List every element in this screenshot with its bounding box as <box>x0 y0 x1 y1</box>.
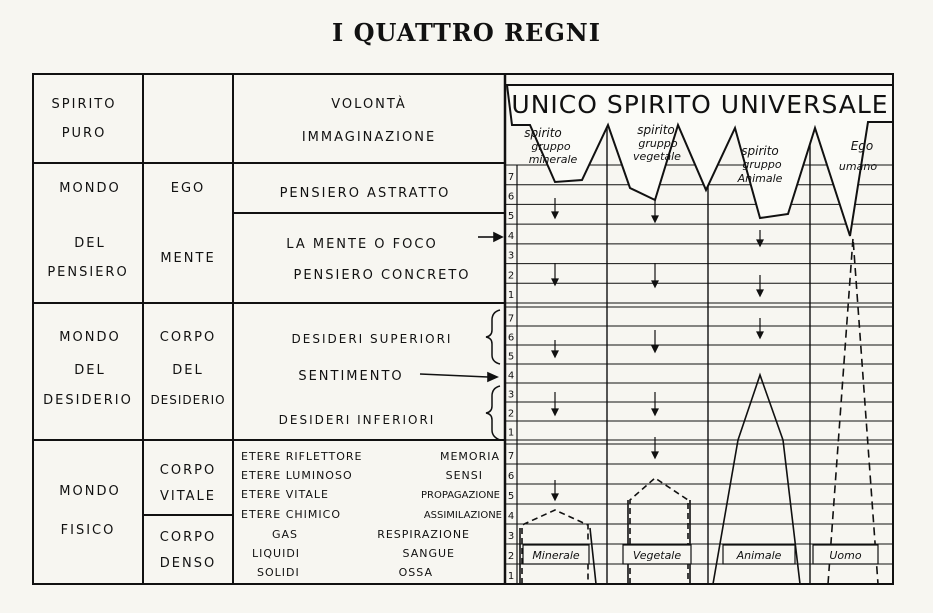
level-number-desiderio: 4 <box>507 370 515 382</box>
etere-luminoso-label: ETERE LUMINOSO <box>241 469 353 482</box>
level-number-fisico: 6 <box>507 471 515 482</box>
solidi-label: SOLIDI <box>257 566 300 579</box>
spirit-vegetale-line2: gruppo <box>638 137 678 150</box>
desideri-inferiori-label: DESIDERI INFERIORI <box>278 413 436 427</box>
level-number-fisico: 1 <box>507 571 515 582</box>
physical-rows <box>241 450 502 579</box>
pensiero-astratto-label: PENSIERO ASTRATTO <box>279 186 451 201</box>
level-number-desiderio: 1 <box>507 427 515 439</box>
fisico-line2: FISICO <box>60 523 116 538</box>
level-number-pensiero: 3 <box>507 250 515 262</box>
arrow-head <box>652 452 658 458</box>
level-number-fisico: 5 <box>507 491 515 502</box>
etere-vitale-label: ETERE VITALE <box>241 488 329 501</box>
column-3 <box>279 96 471 427</box>
level-number-fisico: 4 <box>507 511 515 522</box>
desideri-superiori-label: DESIDERI SUPERIORI <box>291 332 453 346</box>
corpo-vitale-line2: VITALE <box>159 489 217 504</box>
sentimento-arrow-line <box>420 374 488 377</box>
sangue-label: SANGUE <box>402 547 455 560</box>
level-number-desiderio: 7 <box>507 313 515 325</box>
sentimento-label: SENTIMENTO <box>298 369 404 384</box>
spirito-vegetale-label <box>633 123 681 163</box>
ego-umano-line1: Ego <box>850 139 874 153</box>
arrow-head <box>552 212 558 218</box>
liquidi-label: LIQUIDI <box>252 547 301 560</box>
level-number-pensiero: 6 <box>507 191 515 203</box>
spirito-line1: SPIRITO <box>51 97 117 112</box>
spirito-animale-label <box>737 144 783 185</box>
ossa-label: OSSA <box>398 566 433 579</box>
pensiero-line1: MONDO <box>59 181 121 196</box>
arrow-head <box>757 290 763 296</box>
fisico-line1: MONDO <box>59 484 121 499</box>
arrow-head <box>757 240 763 246</box>
level-numbers <box>508 172 514 582</box>
mente-foco-label: LA MENTE O FOCO <box>286 237 438 252</box>
arrow-head <box>652 281 658 287</box>
animale-desire-peak <box>738 375 783 440</box>
arrow-head <box>552 279 558 285</box>
level-number-desiderio: 3 <box>507 389 515 401</box>
level-number-pensiero: 7 <box>507 171 515 183</box>
pensiero-line2: DEL <box>74 236 106 251</box>
propagazione-label: PROPAGAZIONE <box>421 490 500 501</box>
spirit-minerale-line3: minerale <box>528 153 578 166</box>
brace-superiori <box>486 310 500 364</box>
spirit-animale-line3: Animale <box>737 172 783 185</box>
unico-spirito-text: UNICO SPIRITO UNIVERSALE <box>511 90 889 119</box>
kingdom-peaks <box>520 238 878 584</box>
level-grid <box>505 165 893 584</box>
spirit-vegetale-line3: vegetale <box>633 150 681 163</box>
level-number-pensiero: 2 <box>507 270 515 282</box>
kingdom-label-vegetale: Vegetale <box>632 549 682 562</box>
spirit-minerale-line2: gruppo <box>531 140 571 153</box>
descent-arrows <box>552 198 763 500</box>
kingdom-label-uomo: Uomo <box>829 549 862 562</box>
vegetale-solid-sides <box>628 500 690 584</box>
memoria-label: MEMORIA <box>439 450 500 463</box>
level-number-desiderio: 2 <box>507 408 515 420</box>
ego-label: EGO <box>170 181 206 196</box>
diagram-title: I QUATTRO REGNI <box>332 18 601 47</box>
arrow-head <box>552 351 558 357</box>
etere-chimico-label: ETERE CHIMICO <box>241 508 341 521</box>
pensiero-line3: PENSIERO <box>47 265 129 280</box>
respirazione-label: RESPIRAZIONE <box>377 528 470 541</box>
spirit-vegetale-line1: spirito <box>637 123 675 137</box>
corpo-desiderio-line3: DESIDERIO <box>150 393 226 407</box>
corpo-desiderio-line1: CORPO <box>159 330 217 345</box>
sensi-label: SENSI <box>445 469 483 482</box>
spirit-minerale-line1: spirito <box>524 126 562 140</box>
gas-label: GAS <box>272 528 299 541</box>
immaginazione-label: IMMAGINAZIONE <box>301 130 437 145</box>
level-number-pensiero: 5 <box>507 211 515 223</box>
kingdom-labels <box>523 545 878 564</box>
vegetale-dashed-peak <box>630 478 688 584</box>
spirito-line2: PURO <box>61 126 107 141</box>
kingdom-label-animale: Animale <box>736 549 782 562</box>
arrow-head <box>552 409 558 415</box>
corpo-vitale-line1: CORPO <box>159 463 217 478</box>
volonta-label: VOLONTÀ <box>331 97 407 112</box>
level-number-fisico: 3 <box>507 531 515 542</box>
level-number-pensiero: 1 <box>507 290 515 302</box>
desiderio-line3: DESIDERIO <box>43 393 133 408</box>
pointer-arrows <box>420 233 502 381</box>
arrow-head <box>652 216 658 222</box>
corpo-desiderio-line2: DEL <box>172 363 204 378</box>
corpo-denso-line2: DENSO <box>159 556 217 571</box>
etere-riflettore-label: ETERE RIFLETTORE <box>241 450 363 463</box>
level-number-desiderio: 5 <box>507 351 515 363</box>
ego-umano-line2: umano <box>838 160 878 173</box>
uomo-dashed-peak <box>828 238 878 584</box>
kingdom-label-minerale: Minerale <box>532 549 580 562</box>
assimilazione-label: ASSIMILAZIONE <box>423 510 502 521</box>
arrow-head <box>552 494 558 500</box>
spirit-animale-line1: spirito <box>741 144 779 158</box>
desiderio-line2: DEL <box>74 363 106 378</box>
sentimento-arrow-head <box>488 373 497 381</box>
spirit-animale-line2: gruppo <box>742 158 782 171</box>
level-number-fisico: 2 <box>507 551 515 562</box>
desiderio-line1: MONDO <box>59 330 121 345</box>
arrow-head <box>652 346 658 352</box>
level-number-desiderio: 6 <box>507 332 515 344</box>
mente-arrow-head <box>494 233 502 241</box>
arrow-head <box>652 409 658 415</box>
pensiero-concreto-label: PENSIERO CONCRETO <box>293 268 471 283</box>
mente-label: MENTE <box>160 251 216 266</box>
level-number-fisico: 7 <box>507 451 515 462</box>
level-number-pensiero: 4 <box>507 230 515 242</box>
arrow-head <box>757 332 763 338</box>
column-2 <box>150 181 225 571</box>
corpo-denso-line1: CORPO <box>159 530 217 545</box>
brace-inferiori <box>486 386 500 440</box>
